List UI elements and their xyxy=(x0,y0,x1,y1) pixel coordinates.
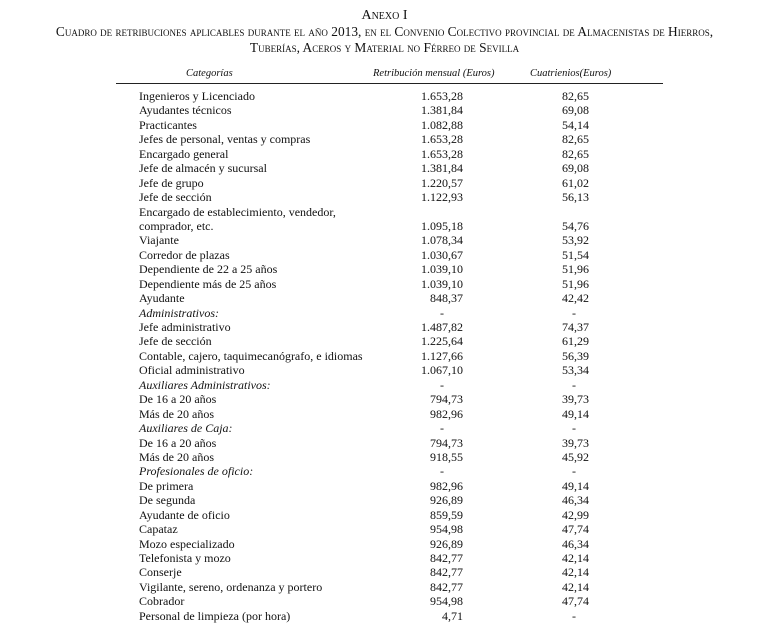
row-category: Telefonista y mozo xyxy=(139,551,231,566)
table-row xyxy=(0,551,769,565)
row-category: Jefes de personal, ventas y compras xyxy=(139,132,311,147)
row-monthly: 1.225,64 xyxy=(421,334,463,349)
table-row xyxy=(0,190,769,204)
header-monthly: Retribución mensual (Euros) xyxy=(373,68,495,79)
document-title xyxy=(0,24,769,56)
row-cuatrienios: - xyxy=(572,421,576,436)
table-row xyxy=(0,522,769,536)
row-monthly: 794,73 xyxy=(430,392,463,407)
table-row xyxy=(0,161,769,175)
table-row xyxy=(0,421,769,435)
table-row xyxy=(0,103,769,117)
row-category: Ayudantes técnicos xyxy=(139,103,232,118)
table-row xyxy=(0,594,769,608)
row-category: Capataz xyxy=(139,522,178,537)
row-cuatrienios: 49,14 xyxy=(562,478,589,493)
row-monthly: 1.127,66 xyxy=(421,348,463,363)
row-category xyxy=(139,205,336,234)
table-row xyxy=(0,407,769,421)
row-category: Viajante xyxy=(139,233,179,248)
row-monthly: 1.122,93 xyxy=(421,190,463,205)
row-monthly: 4,71 xyxy=(442,608,463,623)
table-row xyxy=(0,450,769,464)
row-monthly: 1.039,10 xyxy=(421,262,463,277)
row-cuatrienios: 39,73 xyxy=(562,392,589,407)
row-monthly: 1.067,10 xyxy=(421,363,463,378)
row-monthly: - xyxy=(440,305,444,320)
table-row xyxy=(0,248,769,262)
row-category: Dependiente más de 25 años xyxy=(139,276,277,291)
row-cuatrienios: 53,92 xyxy=(562,233,589,248)
table-row xyxy=(0,291,769,305)
row-category: Contable, cajero, taquimecanógrafo, e idiomas xyxy=(139,348,363,363)
row-monthly: 1.653,28 xyxy=(421,89,463,103)
row-cuatrienios: 82,65 xyxy=(562,132,589,147)
row-category: Jefe de sección xyxy=(139,334,212,349)
header-cuatrienios: Cuatrienios(Euros) xyxy=(530,68,612,79)
table-row xyxy=(0,508,769,522)
table-row xyxy=(0,176,769,190)
row-cuatrienios: 42,14 xyxy=(562,565,589,580)
row-monthly: 859,59 xyxy=(430,507,463,522)
row-monthly: 918,55 xyxy=(430,449,463,464)
table-row xyxy=(0,363,769,377)
row-monthly: 954,98 xyxy=(430,522,463,537)
row-monthly: - xyxy=(440,464,444,479)
title-line-2: Tuberías, Aceros y Material no Férreo de Sevilla xyxy=(249,40,520,55)
row-cuatrienios: 42,14 xyxy=(562,551,589,566)
table-row xyxy=(0,436,769,450)
table-row xyxy=(0,277,769,291)
row-monthly: 1.381,84 xyxy=(421,103,463,118)
row-cuatrienios: 51,96 xyxy=(562,262,589,277)
row-category: Jefe de almacén y sucursal xyxy=(139,161,267,176)
row-cuatrienios: 54,14 xyxy=(562,117,589,132)
row-cuatrienios: 82,65 xyxy=(562,146,589,161)
row-monthly: 1.095,18 xyxy=(421,218,463,233)
row-cuatrienios: 46,34 xyxy=(562,536,589,551)
row-monthly: 1.487,82 xyxy=(421,320,463,335)
row-category: Más de 20 años xyxy=(139,406,214,421)
row-cuatrienios: 53,34 xyxy=(562,363,589,378)
row-category: Vigilante, sereno, ordenanza y portero xyxy=(139,579,323,594)
row-monthly: 1.039,10 xyxy=(421,276,463,291)
table-row xyxy=(0,89,769,103)
row-cuatrienios: 69,08 xyxy=(562,161,589,176)
row-category: Ayudante xyxy=(139,291,185,306)
table-row xyxy=(0,378,769,392)
row-cuatrienios: 51,54 xyxy=(562,247,589,262)
row-monthly: 1.653,28 xyxy=(421,146,463,161)
row-monthly: 926,89 xyxy=(430,493,463,508)
row-monthly: 982,96 xyxy=(430,406,463,421)
annex-label: Anexo I xyxy=(361,8,408,23)
row-cuatrienios: 51,96 xyxy=(562,276,589,291)
row-monthly: 926,89 xyxy=(430,536,463,551)
header-rule xyxy=(116,83,663,84)
row-category: Jefe de grupo xyxy=(139,175,204,190)
row-monthly: 1.653,28 xyxy=(421,132,463,147)
row-cuatrienios: 54,76 xyxy=(562,218,589,233)
row-cuatrienios: 42,14 xyxy=(562,579,589,594)
table-row xyxy=(0,565,769,579)
table-row xyxy=(0,262,769,276)
row-monthly: 842,77 xyxy=(430,565,463,580)
table-row xyxy=(0,132,769,146)
row-category: Cobrador xyxy=(139,594,185,609)
row-category: Oficial administrativo xyxy=(139,363,245,378)
row-monthly: 1.030,67 xyxy=(421,247,463,262)
row-category: Mozo especializado xyxy=(139,536,235,551)
row-category-line-2: comprador, etc. xyxy=(139,218,214,233)
row-category: Encargado general xyxy=(139,146,229,161)
row-cuatrienios: 56,39 xyxy=(562,348,589,363)
row-monthly: - xyxy=(440,377,444,392)
row-cuatrienios: - xyxy=(572,377,576,392)
row-monthly: 1.078,34 xyxy=(421,233,463,248)
row-monthly: 848,37 xyxy=(430,291,463,306)
row-category: De segunda xyxy=(139,493,196,508)
table-row xyxy=(0,392,769,406)
row-category: De 16 a 20 años xyxy=(139,392,217,407)
table-row xyxy=(0,609,769,623)
row-cuatrienios: 46,34 xyxy=(562,493,589,508)
row-category: Administrativos: xyxy=(139,305,219,320)
row-category: Jefe administrativo xyxy=(139,320,231,335)
table-header xyxy=(116,68,663,82)
row-category: Ayudante de oficio xyxy=(139,507,230,522)
row-cuatrienios: 69,08 xyxy=(562,103,589,118)
row-cuatrienios: 42,99 xyxy=(562,507,589,522)
row-category: Personal de limpieza (por hora) xyxy=(139,608,291,623)
table-row xyxy=(0,580,769,594)
row-cuatrienios: 45,92 xyxy=(562,449,589,464)
row-cuatrienios: 42,42 xyxy=(562,291,589,306)
table-row xyxy=(0,320,769,334)
row-cuatrienios: 56,13 xyxy=(562,190,589,205)
row-monthly: 842,77 xyxy=(430,579,463,594)
header-category: Categorías xyxy=(186,68,233,79)
row-monthly: 982,96 xyxy=(430,478,463,493)
row-cuatrienios: 82,65 xyxy=(562,89,589,103)
row-monthly: 842,77 xyxy=(430,551,463,566)
row-category: De 16 a 20 años xyxy=(139,435,217,450)
table-row xyxy=(0,464,769,478)
row-monthly: - xyxy=(440,421,444,436)
row-category: Auxiliares de Caja: xyxy=(139,421,233,436)
row-cuatrienios: 47,74 xyxy=(562,594,589,609)
row-monthly: 1.082,88 xyxy=(421,117,463,132)
table-row xyxy=(0,306,769,320)
row-category: Corredor de plazas xyxy=(139,247,230,262)
row-category: Practicantes xyxy=(139,117,197,132)
row-monthly: 1.381,84 xyxy=(421,161,463,176)
row-category: Jefe de sección xyxy=(139,190,212,205)
row-monthly: 1.220,57 xyxy=(421,175,463,190)
row-cuatrienios: 47,74 xyxy=(562,522,589,537)
table-row xyxy=(0,479,769,493)
row-category: Más de 20 años xyxy=(139,449,214,464)
row-cuatrienios: - xyxy=(572,608,576,623)
table-row xyxy=(0,233,769,247)
row-cuatrienios: 39,73 xyxy=(562,435,589,450)
table-row xyxy=(0,334,769,348)
table-row xyxy=(0,537,769,551)
table-row xyxy=(0,493,769,507)
row-cuatrienios: 74,37 xyxy=(562,320,589,335)
row-cuatrienios: - xyxy=(572,464,576,479)
table-row xyxy=(0,118,769,132)
title-line-1: Cuadro de retribuciones aplicables durante el año 2013, en el Convenio Colectivo provincial de Almacenistas de Hierros, xyxy=(55,24,714,39)
table-row xyxy=(0,147,769,161)
row-cuatrienios: 49,14 xyxy=(562,406,589,421)
row-cuatrienios: 61,02 xyxy=(562,175,589,190)
row-category: Auxiliares Administrativos: xyxy=(139,377,271,392)
row-category-line-1: Encargado de establecimiento, vendedor, xyxy=(139,204,336,219)
row-category: Ingenieros y Licenciado xyxy=(139,89,255,103)
row-monthly: 794,73 xyxy=(430,435,463,450)
row-cuatrienios: - xyxy=(572,305,576,320)
row-category: Profesionales de oficio: xyxy=(139,464,254,479)
table-row xyxy=(0,349,769,363)
row-category: Conserje xyxy=(139,565,182,580)
row-category: Dependiente de 22 a 25 años xyxy=(139,262,278,277)
row-category: De primera xyxy=(139,478,194,493)
salary-table xyxy=(0,89,769,623)
table-row xyxy=(0,205,769,234)
row-monthly: 954,98 xyxy=(430,594,463,609)
row-cuatrienios: 61,29 xyxy=(562,334,589,349)
